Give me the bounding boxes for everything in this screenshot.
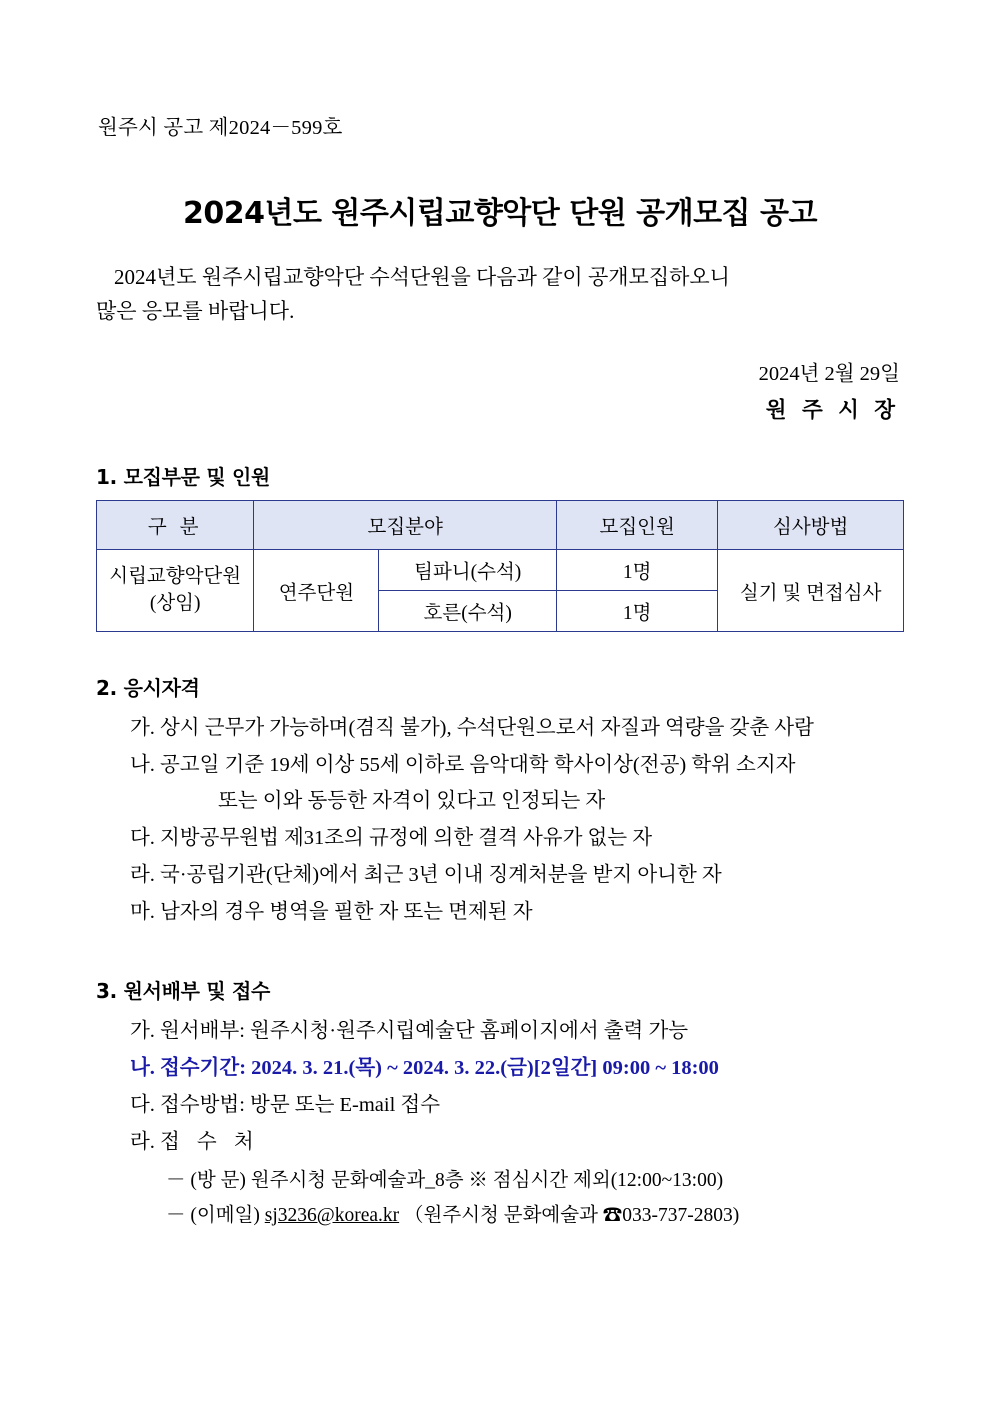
- table-header-gubun: 구 분: [97, 501, 254, 550]
- list-text: 지방공무원법 제31조의 규정에 의한 결격 사유가 없는 자: [160, 826, 653, 849]
- table-header-method: 심사방법: [718, 501, 904, 550]
- list-marker: 나.: [130, 1056, 155, 1079]
- list-item: [130, 858, 904, 893]
- list-item: [130, 1088, 904, 1123]
- qualification-list: [96, 711, 904, 931]
- sub-item-prefix: － (방 문): [166, 1169, 246, 1191]
- cell-field: 팀파니(수석): [379, 550, 557, 591]
- cell-method: 실기 및 면접심사: [718, 550, 904, 632]
- list-item: [130, 711, 904, 746]
- cell-gubun: [97, 550, 254, 632]
- reception-sub-list: [96, 1163, 904, 1233]
- recruitment-table: [96, 500, 904, 632]
- table-header-field: 모집분야: [254, 501, 557, 550]
- section-2-heading: 2. 응시자격: [96, 676, 200, 701]
- cell-count: 1명: [556, 591, 717, 632]
- section-3-heading: 3. 원서배부 및 접수: [96, 978, 271, 1003]
- list-marker: 마.: [130, 901, 155, 924]
- list-text: 접수방법: 방문 또는 E-mail 접수: [160, 1094, 441, 1117]
- list-item: [130, 895, 904, 930]
- table-row: [97, 550, 904, 591]
- sub-item-text: 원주시청 문화예술과_8층 ※ 점심시간 제외(12:00~13:00): [250, 1169, 724, 1191]
- intro-line-2: 많은 응모를 바랍니다.: [96, 299, 295, 324]
- list-marker: 가.: [130, 717, 155, 740]
- intro-paragraph: [96, 260, 904, 328]
- list-marker: 나.: [130, 754, 155, 777]
- list-item: [166, 1163, 904, 1198]
- list-item: [130, 821, 904, 856]
- list-marker: 라.: [130, 1131, 155, 1154]
- list-marker: 다.: [130, 826, 155, 849]
- signature-block: [96, 358, 904, 427]
- sub-item-text: （원주시청 문화예술과 ☎033-737-2803): [404, 1204, 740, 1226]
- list-item-highlighted: [130, 1051, 904, 1086]
- cell-count: 1명: [556, 550, 717, 591]
- sub-item-prefix: － (이메일): [166, 1204, 260, 1226]
- list-marker: 다.: [130, 1094, 155, 1117]
- list-item: [130, 748, 904, 819]
- cell-field-group: 연주단원: [254, 550, 379, 632]
- cell-gubun-line1: 시립교향악단원: [109, 566, 242, 588]
- page-title: 2024년도 원주시립교향악단 단원 공개모집 공고: [183, 196, 817, 231]
- issuer-name: 원 주 시 장: [765, 397, 900, 422]
- list-text: 원서배부: 원주시청·원주시립예술단 홈페이지에서 출력 가능: [160, 1019, 689, 1042]
- list-text: 접수기간: 2024. 3. 21.(목) ~ 2024. 3. 22.(금)[2일간] 09:00 ~ 18:00: [160, 1056, 719, 1079]
- list-text: 공고일 기준 19세 이상 55세 이하로 음악대학 학사이상(전공) 학위 소지자: [160, 754, 796, 777]
- intro-line-1: 2024년도 원주시립교향악단 수석단원을 다음과 같이 공개모집하오니: [114, 265, 730, 289]
- list-marker: 가.: [130, 1019, 155, 1042]
- document-number: 원주시 공고 제2024－599호: [98, 117, 343, 139]
- list-item: [166, 1198, 904, 1233]
- section-1-heading: 1. 모집부문 및 인원: [96, 465, 271, 490]
- cell-field: 호른(수석): [379, 591, 557, 632]
- application-list: [96, 1014, 904, 1161]
- list-item: [130, 1125, 904, 1160]
- cell-gubun-line2: (상임): [149, 592, 201, 614]
- list-item: [130, 1014, 904, 1049]
- list-text-continued: 또는 이와 동등한 자격이 있다고 인정되는 자: [218, 789, 606, 812]
- table-header-count: 모집인원: [556, 501, 717, 550]
- table-header-row: [97, 501, 904, 550]
- list-text: 상시 근무가 가능하며(겸직 불가), 수석단원으로서 자질과 역량을 갖춘 사람: [160, 717, 814, 740]
- issue-date: 2024년 2월 29일: [758, 363, 900, 386]
- list-text: 국·공립기관(단체)에서 최근 3년 이내 징계처분을 받지 아니한 자: [160, 864, 722, 887]
- list-text: 접 수 처: [160, 1131, 260, 1154]
- list-marker: 라.: [130, 864, 155, 887]
- list-text: 남자의 경우 병역을 필한 자 또는 면제된 자: [160, 901, 533, 924]
- email-link[interactable]: sj3236@korea.kr: [264, 1204, 400, 1226]
